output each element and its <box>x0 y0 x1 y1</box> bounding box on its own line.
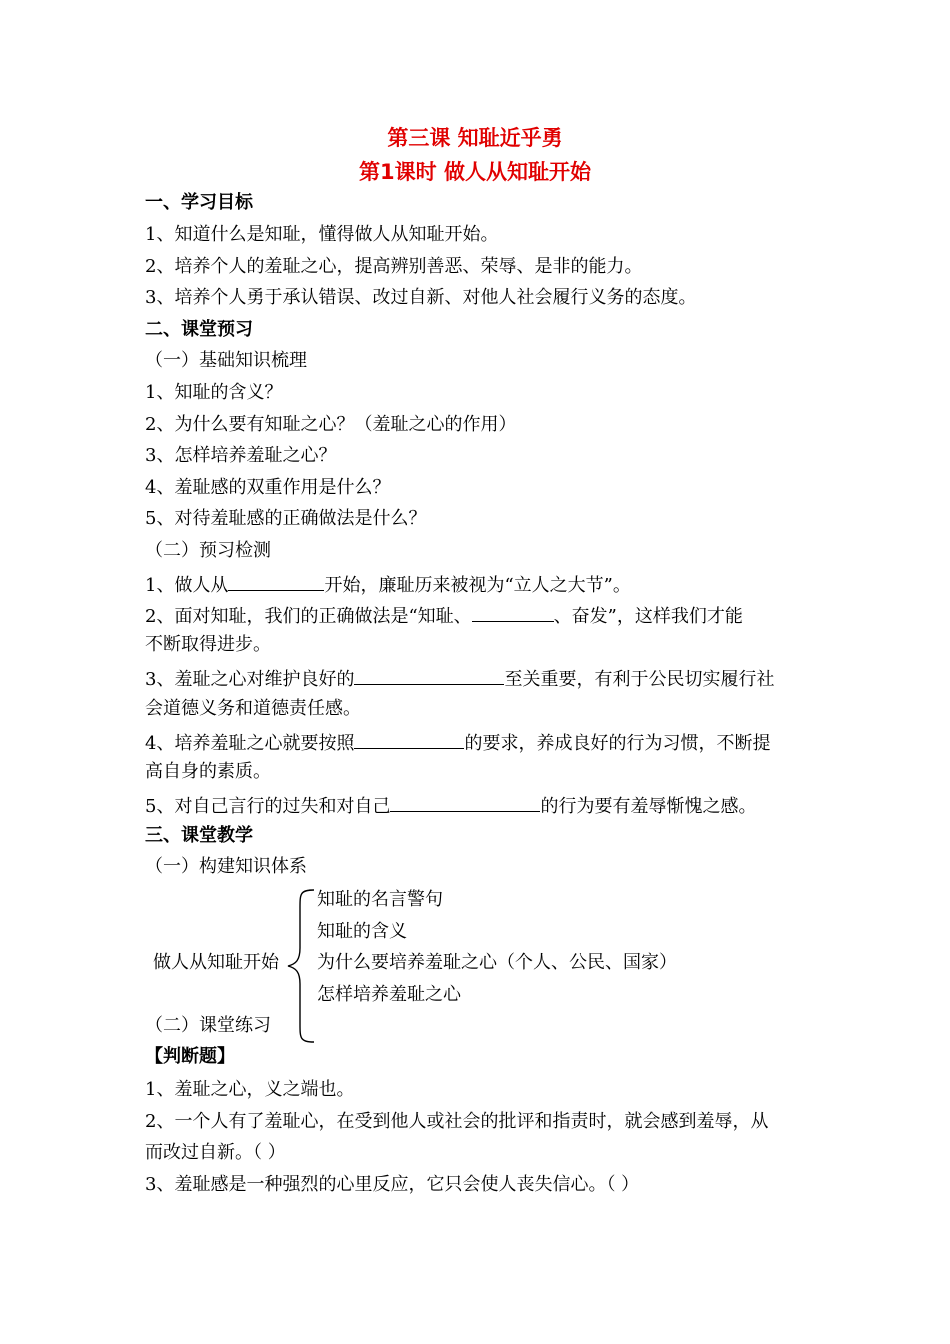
question-item: 4、羞耻感的双重作用是什么？ <box>145 477 391 498</box>
answer-blank[interactable] <box>390 793 540 812</box>
judge-item: 2、一个人有了羞耻心，在受到他人或社会的批评和指责时，就会感到羞辱，从 <box>145 1111 769 1132</box>
objective-item: 2、培养个人的羞耻之心，提高辨别善恶、荣辱、是非的能力。 <box>145 256 643 277</box>
section-heading-teaching: 三、课堂教学 <box>145 825 253 846</box>
fill-blank-item: 3、羞耻之心对维护良好的 至关重要，有利于公民切实履行社 <box>145 666 774 691</box>
judge-heading: 【判断题】 <box>145 1046 235 1067</box>
section-heading-objectives: 一、学习目标 <box>145 192 253 213</box>
diagram-branch: 知耻的名言警句 <box>317 889 443 910</box>
fill-blank-item: 2、面对知耻，我们的正确做法是“知耻、 、奋发”，这样我们才能 <box>145 603 743 628</box>
curly-brace <box>286 888 316 1044</box>
question-item: 5、对待羞耻感的正确做法是什么？ <box>145 508 427 529</box>
answer-blank[interactable] <box>354 730 464 749</box>
subsection-heading: （一）构建知识体系 <box>145 856 307 877</box>
subsection-heading: （二）预习检测 <box>145 540 271 561</box>
judge-item: 1、羞耻之心，义之端也。 <box>145 1079 355 1100</box>
fill-blank-continuation: 不断取得进步。 <box>145 634 271 655</box>
subsection-heading: （一）基础知识梳理 <box>145 350 307 371</box>
fill-blank-item: 5、对自己言行的过失和对自己 的行为要有羞辱惭愧之感。 <box>145 793 756 818</box>
judge-item-continuation: 而改过自新。（ ） <box>145 1142 286 1163</box>
section-heading-preview: 二、课堂预习 <box>145 319 253 340</box>
lesson-subtitle: 第1课时 做人从知耻开始 <box>359 160 591 184</box>
fill-blank-continuation: 会道德义务和道德责任感。 <box>145 698 361 719</box>
diagram-branch: 怎样培养羞耻之心 <box>317 984 461 1005</box>
objective-item: 3、培养个人勇于承认错误、改过自新、对他人社会履行义务的态度。 <box>145 287 697 308</box>
diagram-root: 做人从知耻开始 <box>153 952 279 973</box>
judge-item: 3、羞耻感是一种强烈的心里反应，它只会使人丧失信心。（ ） <box>145 1174 640 1195</box>
fill-blank-item: 4、培养羞耻之心就要按照 的要求，养成良好的行为习惯，不断提 <box>145 730 770 755</box>
diagram-branch: 知耻的含义 <box>317 921 407 942</box>
diagram-branch: 为什么要培养羞耻之心（个人、公民、国家） <box>317 952 677 973</box>
lesson-title: 第三课 知耻近乎勇 <box>387 126 563 150</box>
question-item: 1、知耻的含义？ <box>145 382 283 403</box>
question-item: 2、为什么要有知耻之心？（羞耻之心的作用） <box>145 414 517 435</box>
answer-blank[interactable] <box>472 603 554 622</box>
objective-item: 1、知道什么是知耻，懂得做人从知耻开始。 <box>145 224 499 245</box>
answer-blank[interactable] <box>228 572 324 591</box>
subsection-heading: （二）课堂练习 <box>145 1015 271 1036</box>
question-item: 3、怎样培养羞耻之心？ <box>145 445 337 466</box>
fill-blank-item: 1、做人从 开始，廉耻历来被视为“立人之大节”。 <box>145 572 631 597</box>
fill-blank-continuation: 高自身的素质。 <box>145 761 271 782</box>
answer-blank[interactable] <box>354 666 504 685</box>
